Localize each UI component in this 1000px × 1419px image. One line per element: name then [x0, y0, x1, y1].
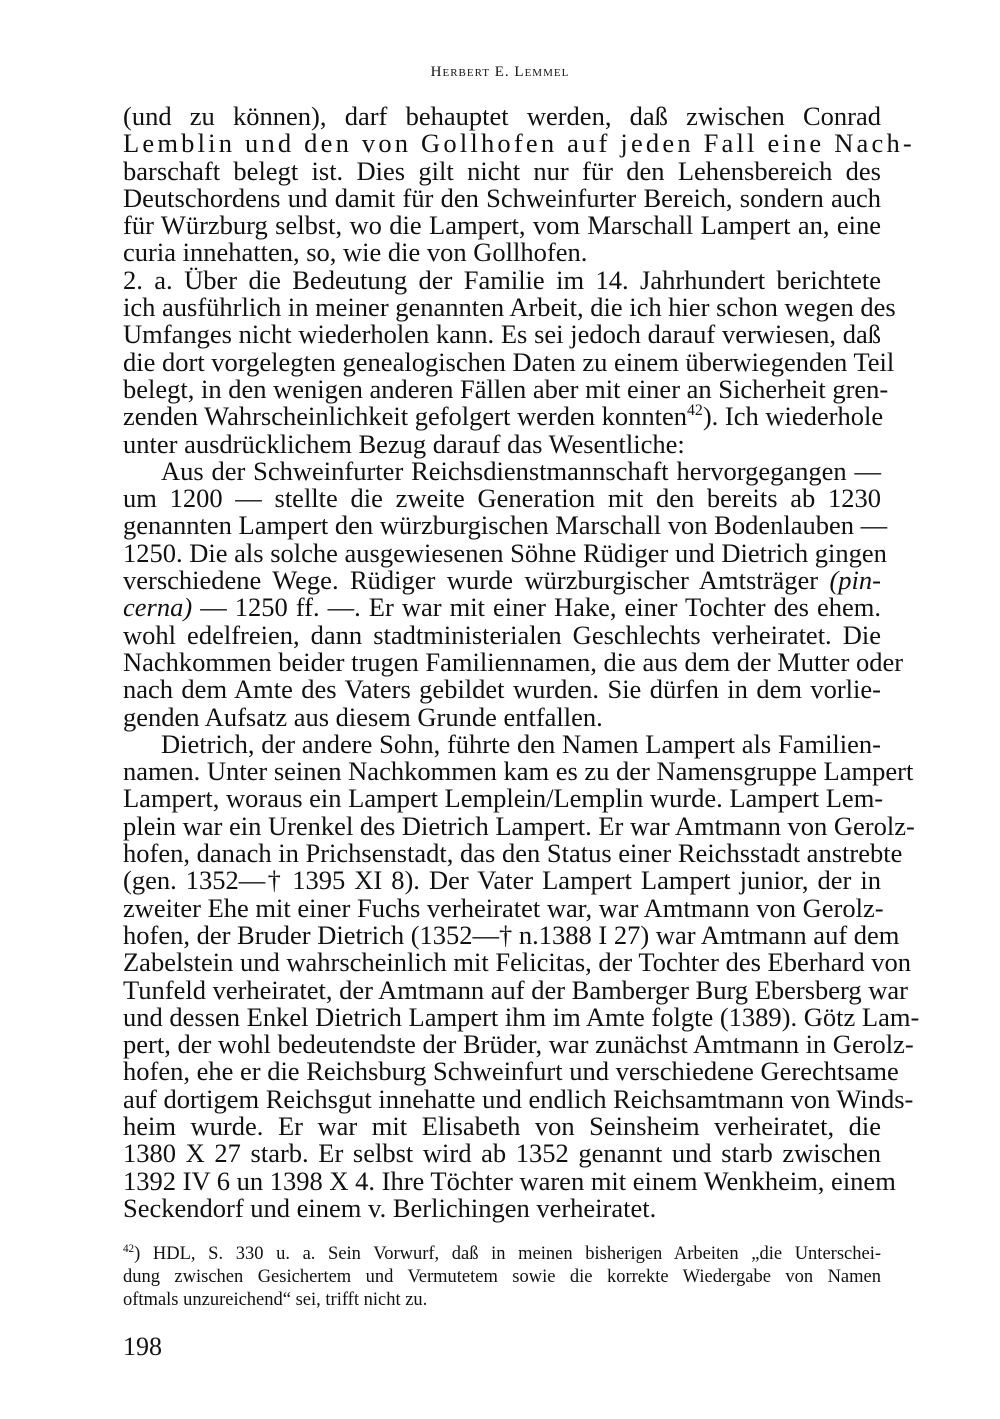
text-line: 1380 X 27 starb. Er selbst wird ab 1352 genannt und starb zwischen [123, 1138, 881, 1169]
text-line: hofen, der Bruder Dietrich (1352—† n.1388 I 27) war Amtmann auf dem [123, 919, 900, 950]
text-line [123, 401, 884, 432]
text-line [123, 594, 881, 621]
text-line: genden Aufsatz aus diesem Grunde entfallen. [123, 701, 603, 732]
text-segment: ) HDL, S. 330 u. a. Sein Vorwurf, daß in meinen bisherigen Arbeiten „die Unterschei- [134, 1244, 881, 1264]
footnote-line: oftmals unzureichend“ sei, trifft nicht zu. [123, 1290, 428, 1310]
text-segment: verschiedene Wege. Rüdiger wurde würzburgischer Amtsträger [123, 565, 830, 596]
text-line: genannten Lampert den würzburgischen Marschall von Bodenlauben — [123, 510, 888, 541]
text-line: belegt, in den wenigen anderen Fällen aber mit einer an Sicherheit gren- [123, 373, 889, 404]
text-line: Lemblin und den von Gollhofen auf jeden Fall eine Nach- [123, 128, 915, 159]
text-line: unter ausdrücklichem Bezug darauf das Wesentliche: [123, 428, 685, 459]
footnote-marker: 42 [123, 1242, 135, 1255]
text-line: Seckendorf und einem v. Berlichingen verheiratet. [123, 1192, 657, 1223]
text-line: hofen, ehe er die Reichsburg Schweinfurt und verschiedene Gerechtsame [123, 1056, 899, 1087]
text-line: pert, der wohl bedeutendste der Brüder, war zunächst Amtmann in Gerolz- [123, 1029, 914, 1060]
footnote-line [123, 1243, 881, 1266]
text-line: Nachkommen beider trugen Familiennamen, die aus dem der Mutter oder [123, 646, 904, 677]
text-line: (und zu können), darf behauptet werden, daß zwischen Conrad [123, 101, 881, 131]
text-line: heim wurde. Er war mit Elisabeth von Seinsheim verheiratet, die [123, 1110, 881, 1141]
text-line: (gen. 1352—† 1395 XI 8). Der Vater Lampert Lampert junior, der in [123, 865, 881, 896]
text-line: hofen, danach in Prichsenstadt, das den Status einer Reichsstadt anstrebte [123, 838, 903, 869]
text-line: auf dortigem Reichsgut innehatte und endlich Reichsamtmann von Winds- [123, 1083, 914, 1114]
text-line: Zabelstein und wahrscheinlich mit Felicitas, der Tochter des Eberhard von [123, 947, 911, 978]
page-number: 198 [123, 1332, 162, 1361]
text-line: Umfanges nicht wiederholen kann. Es sei jedoch darauf verwiesen, daß [123, 319, 881, 350]
text-line: 1250. Die als solche ausgewiesenen Söhne Rüdiger und Dietrich gingen [123, 537, 887, 568]
text-line: für Würzburg selbst, wo die Lampert, vom Marschall Lampert an, eine [123, 210, 881, 241]
text-line: Lampert, woraus ein Lampert Lemplein/Lemplin wurde. Lampert Lem- [123, 783, 884, 814]
text-line: curia innehatten, so, wie die von Gollhofen. [123, 237, 588, 268]
text-line: um 1200 — stellte die zweite Generation mit den bereits ab 1230 [123, 483, 881, 514]
text-line [123, 567, 881, 594]
text-line: Deutschordens und damit für den Schweinfurter Bereich, sondern auch [123, 182, 881, 213]
text-segment: — 1250 ff. —. Er war mit einer Hake, einer Tochter des ehem. [192, 592, 881, 623]
text-line: die dort vorgelegten genealogischen Daten zu einem überwiegenden Teil [123, 346, 895, 377]
text-line: ich ausführlich in meiner genannten Arbeit, die ich hier schon wegen des [123, 292, 896, 323]
text-line: und dessen Enkel Dietrich Lampert ihm im Amte folgte (1389). Götz Lam- [123, 1001, 920, 1032]
text-line: 1392 IV 6 un 1398 X 4. Ihre Töchter waren mit einem Wenkheim, einem [123, 1165, 896, 1196]
text-line: nach dem Amte des Vaters gebildet wurden. Sie dürfen in dem vorlie- [123, 674, 881, 705]
body-text [123, 101, 920, 1223]
text-line: barschaft belegt ist. Dies gilt nicht nur für den Lehensbereich des [123, 155, 881, 186]
text-line: Dietrich, der andere Sohn, führte den Namen Lampert als Familien- [161, 728, 881, 759]
text-line [123, 264, 881, 295]
running-header: Herbert E. Lemmel [430, 64, 570, 80]
italic-term: cerna) [123, 592, 193, 623]
text-line: namen. Unter seinen Nachkommen kam es zu der Namensgruppe Lampert [123, 756, 914, 787]
text-segment: zenden Wahrscheinlichkeit gefolgert werden konnten [123, 401, 687, 432]
footnote [123, 1243, 881, 1312]
text-segment: ). Ich wiederhole [702, 401, 884, 432]
text-line: Tunfeld verheiratet, der Amtmann auf der Bamberger Burg Ebersberg war [123, 974, 908, 1005]
footnote-ref: 42 [686, 402, 703, 420]
text-line: plein war ein Urenkel des Dietrich Lampert. Er war Amtmann von Gerolz- [123, 810, 915, 841]
text-line: Aus der Schweinfurter Reichsdienstmannschaft hervorgegangen — [161, 455, 881, 486]
paragraph-start: 2. a. Über die Bedeutung der Familie im 14. Jahrhundert berichtete [123, 264, 881, 295]
italic-term: (pin- [829, 565, 881, 596]
footnote-line: dung zwischen Gesichertem und Vermutetem sowie die korrekte Wiedergabe von Namen [123, 1267, 881, 1287]
text-line: wohl edelfreien, dann stadtministerialen Geschlechts verheiratet. Die [123, 619, 881, 650]
text-line: zweiter Ehe mit einer Fuchs verheiratet war, war Amtmann von Gerolz- [123, 892, 884, 923]
